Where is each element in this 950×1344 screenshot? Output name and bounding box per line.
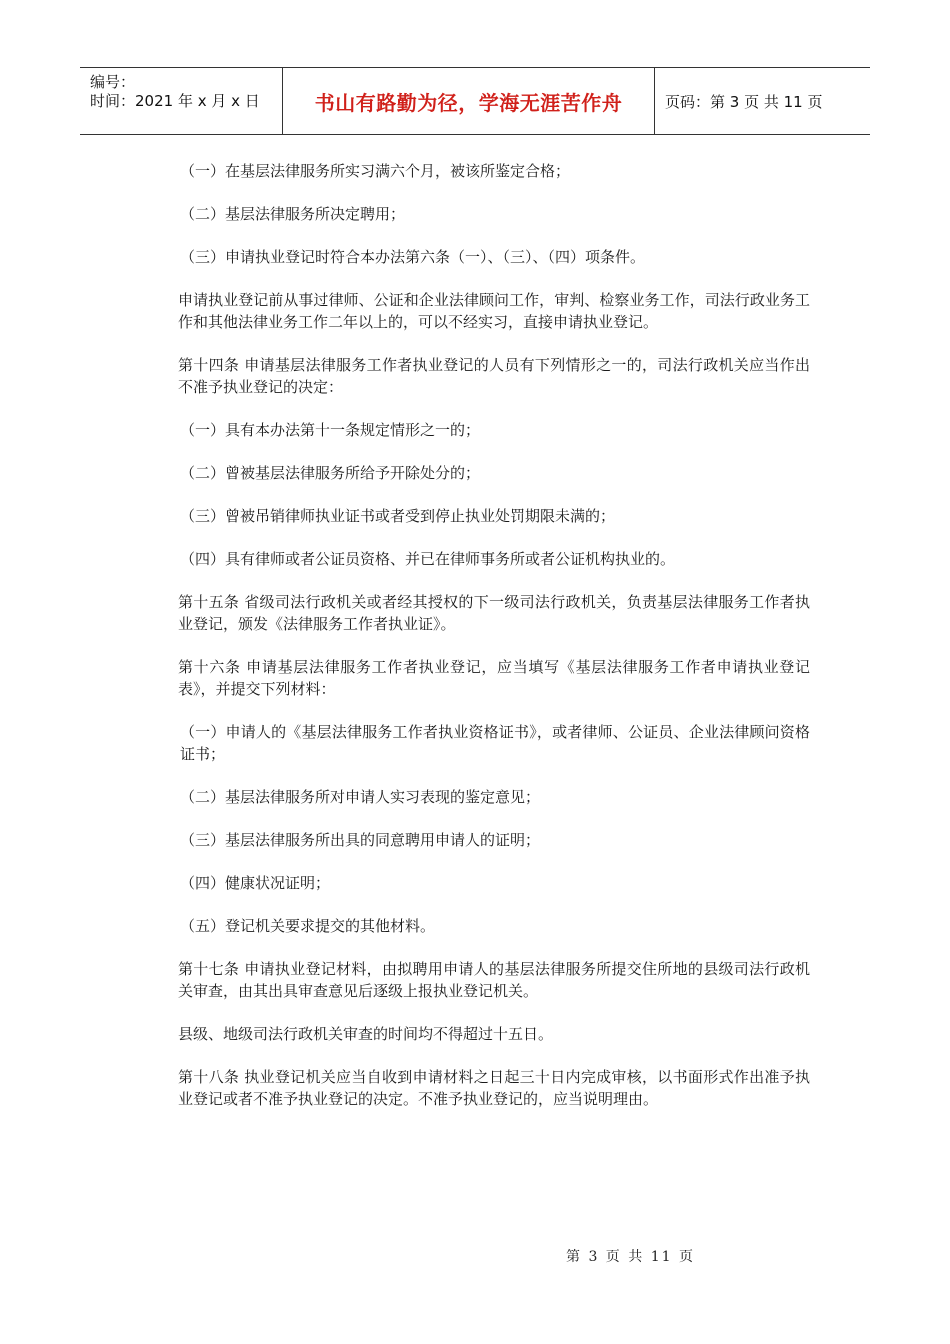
paragraph: 第十四条 申请基层法律服务工作者执业登记的人员有下列情形之一的，司法行政机关应当作出不准予执业登记的决定： [178,356,810,396]
paragraph: （一）在基层法律服务所实习满六个月，被该所鉴定合格； [180,162,571,180]
paragraph: （二）基层法律服务所决定聘用； [180,205,406,223]
paragraph: （二）曾被基层法律服务所给予开除处分的； [180,464,481,482]
paragraph: （三）曾被吊销律师执业证书或者受到停止执业处罚期限未满的； [180,507,616,525]
paragraph: 第十八条 执业登记机关应当自收到申请材料之日起三十日内完成审核，以书面形式作出准予执业登记或者不准予执业登记的决定。不准予执业登记的，应当说明理由。 [178,1068,810,1108]
document-number-label: 编号： [90,73,136,91]
paragraph: 第十七条 申请执业登记材料，由拟聘用申请人的基层法律服务所提交住所地的县级司法行政机关审查，由其出具审查意见后逐级上报执业登记机关。 [178,960,810,1000]
document-body [178,160,810,1131]
header-meta [80,68,283,134]
paragraph: 第十五条 省级司法行政机关或者经其授权的下一级司法行政机关，负责基层法律服务工作者执业登记，颁发《法律服务工作者执业证》。 [178,593,810,633]
header-page-info: 页码：第 3 页 共 11 页 [665,92,823,111]
paragraph: （四）健康状况证明； [180,874,331,892]
page-header [80,67,870,135]
paragraph: （三）申请执业登记时符合本办法第六条（一）、（三）、（四）项条件。 [180,248,646,266]
header-motto: 书山有路勤为径，学海无涯苦作舟 [283,68,655,134]
paragraph: （五）登记机关要求提交的其他材料。 [180,917,436,935]
paragraph: （二）基层法律服务所对申请人实习表现的鉴定意见； [180,788,541,806]
paragraph: （一）具有本办法第十一条规定情形之一的； [180,421,481,439]
paragraph: 县级、地级司法行政机关审查的时间均不得超过十五日。 [178,1025,554,1043]
paragraph: （四）具有律师或者公证员资格、并已在律师事务所或者公证机构执业的。 [180,550,676,568]
paragraph: （三）基层法律服务所出具的同意聘用申请人的证明； [180,831,541,849]
page-footer: 第 3 页 共 11 页 [566,1249,695,1265]
paragraph: 申请执业登记前从事过律师、公证和企业法律顾问工作，审判、检察业务工作，司法行政业务工作和其他法律业务工作二年以上的，可以不经实习，直接申请执业登记。 [178,291,810,331]
paragraph: （一）申请人的《基层法律服务工作者执业资格证书》，或者律师、公证员、企业法律顾问资格证书； [180,723,810,763]
paragraph: 第十六条 申请基层法律服务工作者执业登记，应当填写《基层法律服务工作者申请执业登记表》，并提交下列材料： [178,658,810,698]
document-date-label: 时间：2021 年 x 月 x 日 [90,92,260,110]
